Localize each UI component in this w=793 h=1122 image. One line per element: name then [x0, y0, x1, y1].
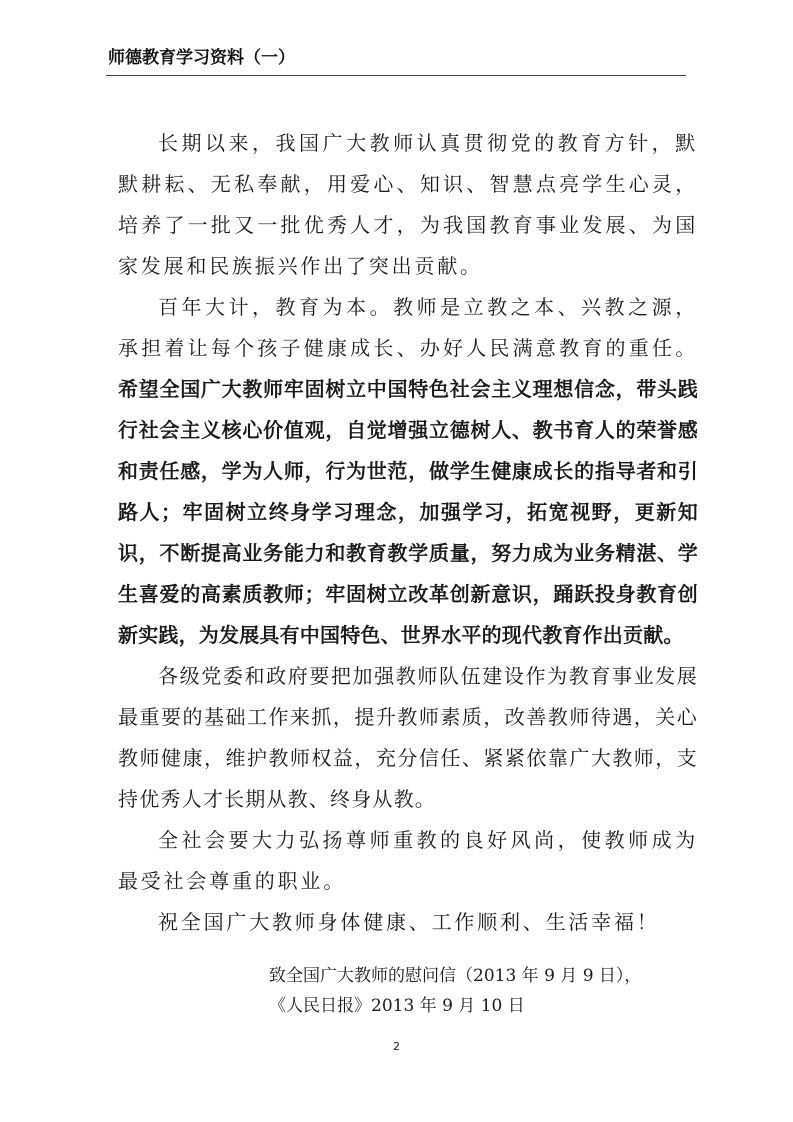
paragraph-4: 全社会要大力弘扬尊师重教的良好风尚，使教师成为最受社会尊重的职业。: [118, 828, 698, 893]
paragraph-2-lead: 百年大计，教育为本。教师是立教之本、兴教之源，承担着让每个孩子健康成长、办好人民满意教育的重任。: [118, 295, 698, 360]
paragraph-3: 各级党委和政府要把加强教师队伍建设作为教育事业发展最重要的基础工作来抓，提升教师素质，改善教师待遇，关心教师健康，维护教师权益，充分信任、紧紧依靠广大教师，支持优秀人才长期从教、终身从教。: [118, 664, 698, 811]
paragraph-5: 祝全国广大教师身体健康、工作顺利、生活幸福！: [158, 910, 660, 934]
page-header-title: 师德教育学习资料（一）: [108, 48, 295, 68]
header-divider: [106, 75, 686, 76]
citation-line-1: 致全国广大教师的慰问信（2013 年 9 月 9 日），: [269, 966, 642, 986]
letter-body: [118, 123, 698, 943]
source-citation: [269, 961, 689, 1021]
citation-line-2: 《人民日报》2013 年 9 月 10 日: [269, 996, 525, 1016]
page-number: 2: [393, 1040, 400, 1053]
paragraph-1: 长期以来，我国广大教师认真贯彻党的教育方针，默默耕耘、无私奉献，用爱心、知识、智慧点亮学生心灵，培养了一批又一批优秀人才，为我国教育事业发展、为国家发展和民族振兴作出了突出贡献。: [118, 131, 698, 278]
paragraph-2-bold: 希望全国广大教师牢固树立中国特色社会主义理想信念，带头践行社会主义核心价值观，自觉增强立德树人、教书育人的荣誉感和责任感，学为人师，行为世范，做学生健康成长的指导者和引路人；牢固树立终身学习理念，加强学习，拓宽视野，更新知识，不断提高业务能力和教育教学质量，努力成为业务精湛、学生喜爱的高素质教师；牢固树立改革创新意识，踊跃投身教育创新实践，为发展具有中国特色、世界水平的现代教育作出贡献。: [118, 377, 698, 647]
paragraph-2: [118, 287, 698, 656]
